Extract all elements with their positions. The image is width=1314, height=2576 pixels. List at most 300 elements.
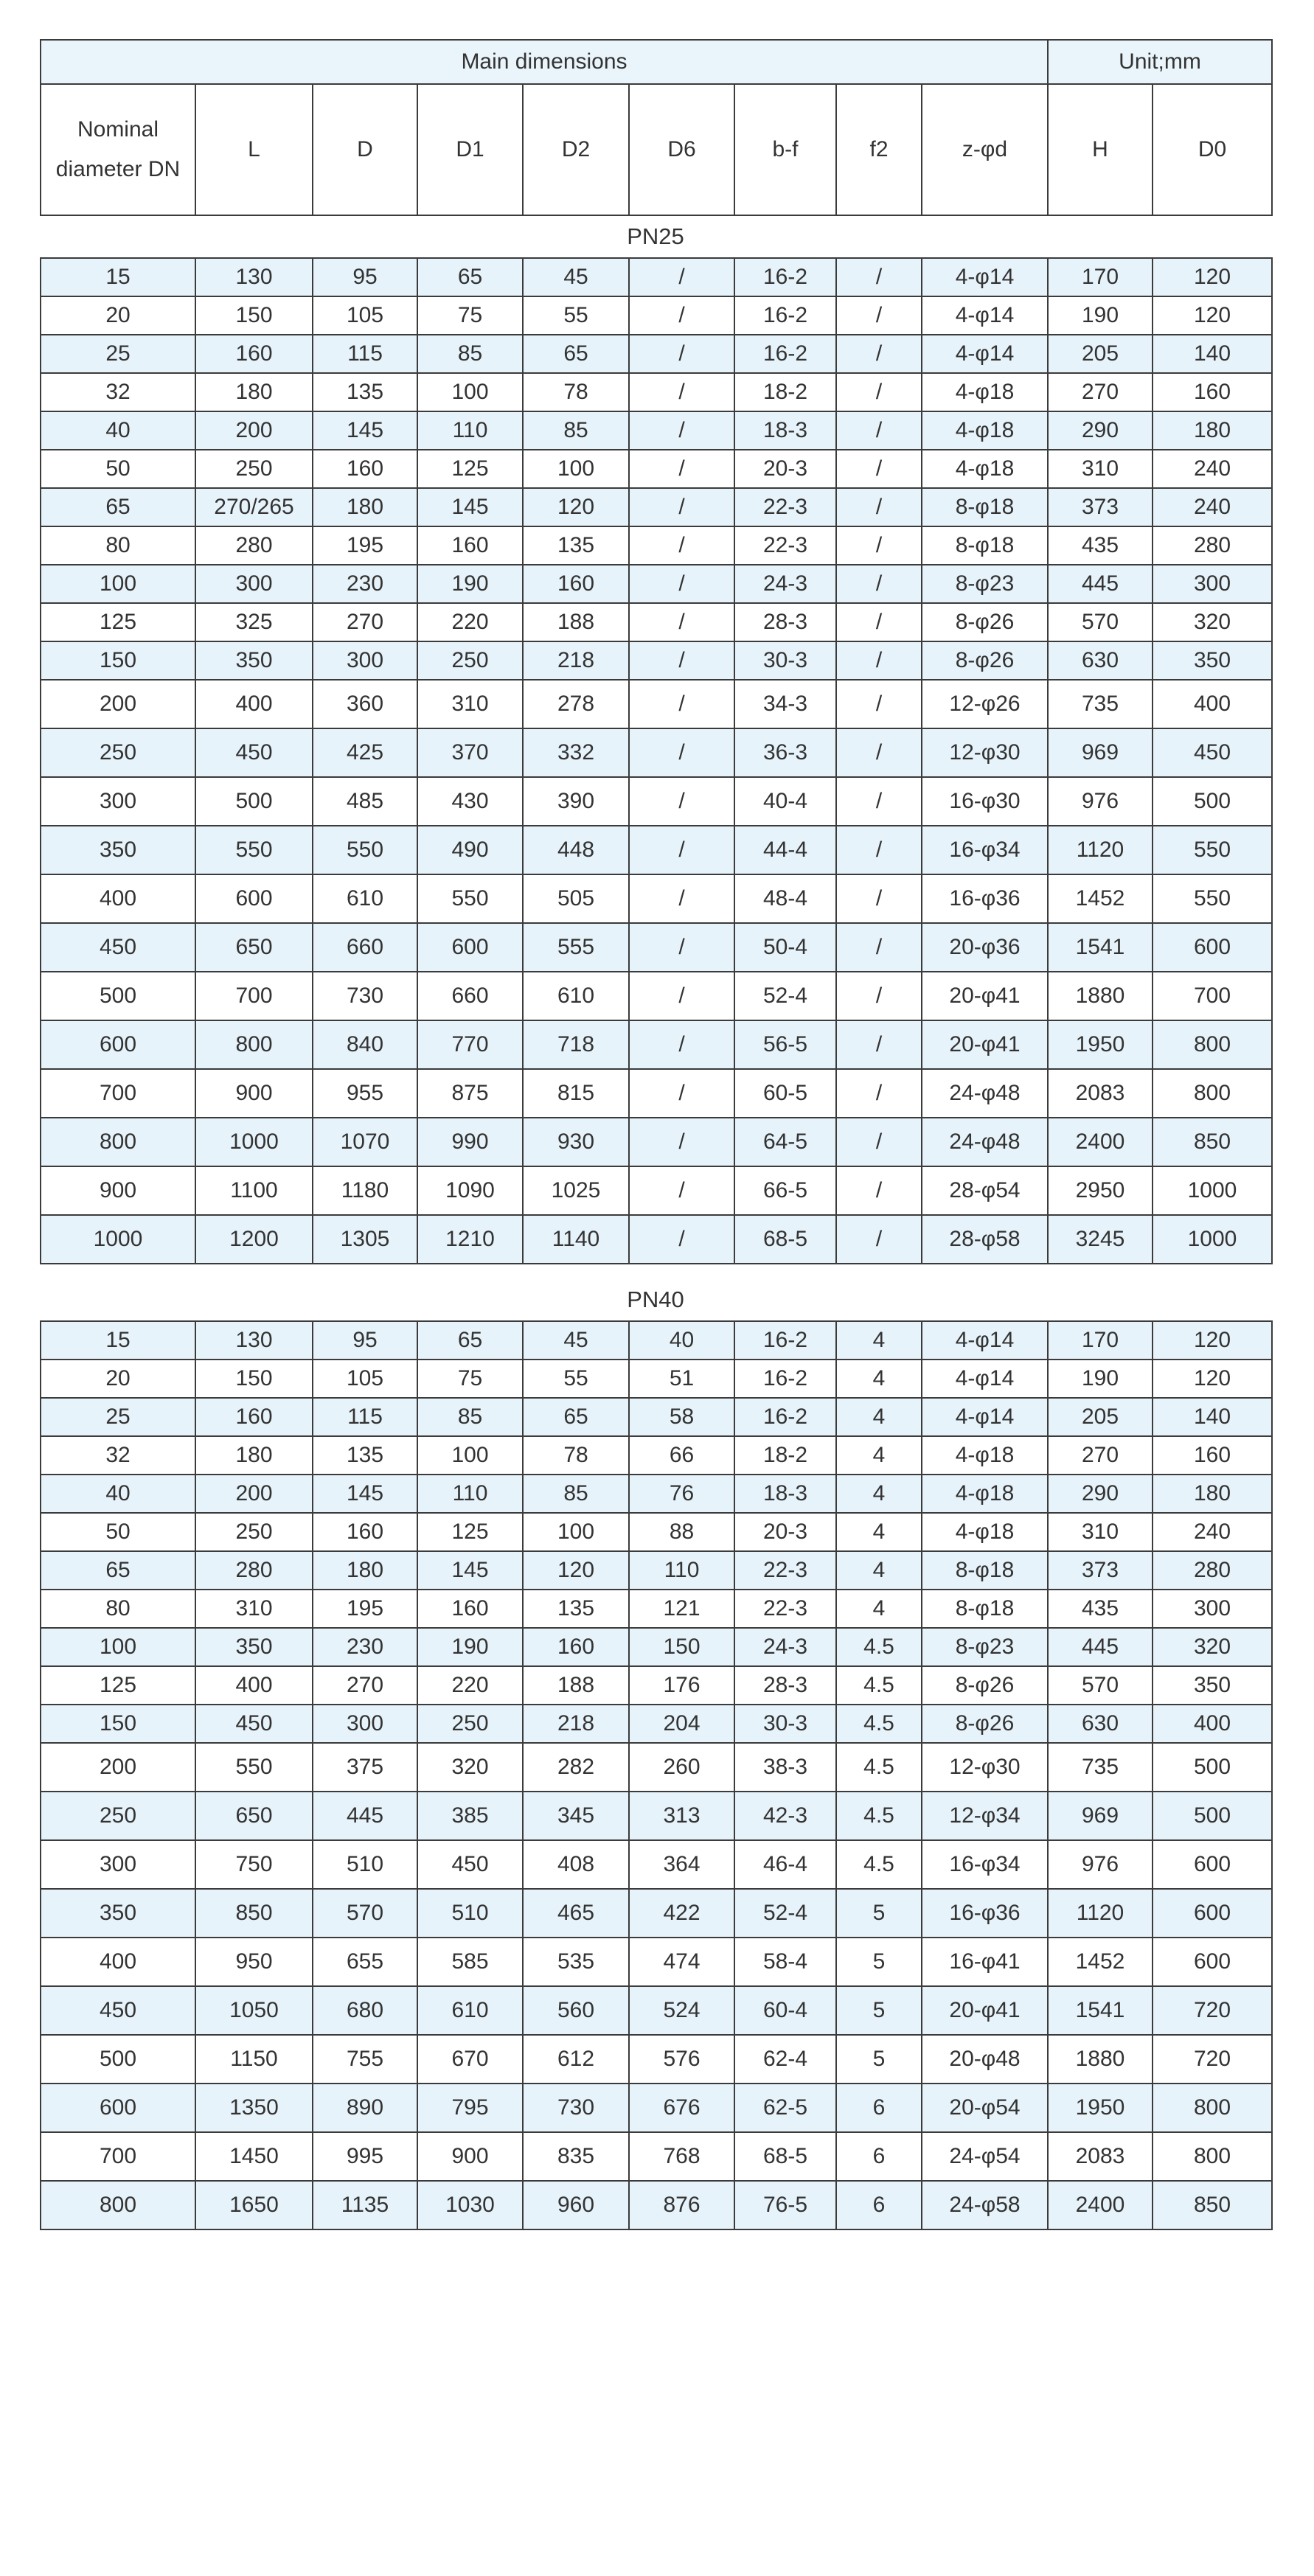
table-cell: 300 [1153,1590,1272,1628]
dn-cell: 300 [41,1840,195,1889]
table-cell: 20-3 [734,450,836,488]
table-cell: / [629,335,734,373]
table-cell: 1880 [1048,972,1153,1020]
table-row [41,1551,1272,1590]
table-cell: 4 [836,1321,922,1360]
table-cell: 190 [417,1628,523,1666]
table-cell: 36-3 [734,728,836,777]
table-cell: 24-φ48 [922,1118,1048,1166]
table-row [41,1398,1272,1436]
table-cell: 55 [523,1360,629,1398]
table-cell: / [836,923,922,972]
table-cell: 976 [1048,1840,1153,1889]
table-cell: / [836,1118,922,1166]
table-cell: 12-φ26 [922,680,1048,728]
table-cell: 310 [195,1590,313,1628]
table-cell: 450 [195,1705,313,1743]
table-cell: 100 [417,373,523,411]
table-cell: 655 [313,1938,417,1986]
table-cell: 1100 [195,1166,313,1215]
dn-cell: 125 [41,1666,195,1705]
table-row [41,2181,1272,2229]
pn25-table [40,257,1273,1264]
table-cell: / [629,411,734,450]
table-cell: 500 [1153,1792,1272,1840]
dn-cell: 500 [41,2035,195,2084]
table-cell: 630 [1048,1705,1153,1743]
table-row [41,1360,1272,1398]
table-cell: 18-2 [734,373,836,411]
table-cell: / [836,680,922,728]
table-cell: 88 [629,1513,734,1551]
table-row [41,603,1272,641]
table-cell: 76-5 [734,2181,836,2229]
table-cell: 1120 [1048,1889,1153,1938]
table-row [41,565,1272,603]
table-cell: 310 [1048,1513,1153,1551]
table-cell: 62-5 [734,2084,836,2132]
table-cell: 500 [195,777,313,826]
table-cell: 2083 [1048,1069,1153,1118]
col-header: L [195,84,313,215]
table-cell: 345 [523,1792,629,1840]
section-label-pn25: PN25 [627,223,684,249]
table-cell: 24-3 [734,565,836,603]
table-cell: 1541 [1048,1986,1153,2035]
table-cell: 68-5 [734,1215,836,1264]
table-cell: 55 [523,296,629,335]
table-row [41,335,1272,373]
table-cell: 3245 [1048,1215,1153,1264]
table-cell: 45 [523,1321,629,1360]
table-cell: / [629,923,734,972]
table-cell: 24-φ54 [922,2132,1048,2181]
table-cell: 51 [629,1360,734,1398]
table-cell: 1305 [313,1215,417,1264]
table-cell: 180 [1153,411,1272,450]
table-cell: 195 [313,526,417,565]
table-cell: 20-φ41 [922,1020,1048,1069]
dn-cell: 65 [41,1551,195,1590]
table-cell: 876 [629,2181,734,2229]
table-cell: / [836,411,922,450]
table-cell: 1070 [313,1118,417,1166]
table-cell: 4-φ18 [922,373,1048,411]
col-header: f2 [836,84,922,215]
table-cell: 95 [313,1321,417,1360]
table-cell: 160 [195,1398,313,1436]
table-cell: 890 [313,2084,417,2132]
table-cell: 8-φ18 [922,488,1048,526]
table-cell: 160 [417,526,523,565]
table-cell: 4-φ14 [922,1360,1048,1398]
col-header: D1 [417,84,523,215]
table-cell: 8-φ26 [922,603,1048,641]
table-cell: 4-φ18 [922,1436,1048,1475]
table-cell: 190 [417,565,523,603]
table-cell: / [836,488,922,526]
dimension-table-header [40,39,1273,216]
table-cell: 612 [523,2035,629,2084]
dn-cell: 500 [41,972,195,1020]
table-cell: 150 [195,1360,313,1398]
table-cell: 135 [523,526,629,565]
table-cell: 400 [195,680,313,728]
table-row [41,1986,1272,2035]
table-cell: 270/265 [195,488,313,526]
table-cell: 8-φ23 [922,1628,1048,1666]
table-cell: 4-φ18 [922,1513,1048,1551]
table-cell: 115 [313,1398,417,1436]
table-cell: 28-3 [734,603,836,641]
table-cell: 20-φ41 [922,972,1048,1020]
table-cell: / [629,874,734,923]
table-row [41,1590,1272,1628]
table-cell: / [629,641,734,680]
table-cell: 85 [417,1398,523,1436]
table-cell: / [836,1020,922,1069]
table-cell: 65 [417,1321,523,1360]
table-cell: 505 [523,874,629,923]
table-cell: 120 [1153,296,1272,335]
table-row [41,1475,1272,1513]
table-cell: 955 [313,1069,417,1118]
table-cell: 990 [417,1118,523,1166]
table-cell: 85 [523,1475,629,1513]
section-label-pn40: PN40 [627,1287,684,1312]
dn-cell: 80 [41,526,195,565]
table-cell: 375 [313,1743,417,1792]
table-row [41,373,1272,411]
table-row [41,1628,1272,1666]
table-cell: 16-2 [734,296,836,335]
table-cell: 85 [417,335,523,373]
table-cell: 310 [417,680,523,728]
table-cell: 16-φ34 [922,826,1048,874]
table-cell: 8-φ18 [922,1590,1048,1628]
table-cell: 1880 [1048,2035,1153,2084]
table-cell: 120 [1153,258,1272,296]
table-cell: 65 [523,335,629,373]
dn-cell: 125 [41,603,195,641]
table-cell: 200 [195,411,313,450]
table-cell: 290 [1048,411,1153,450]
table-cell: 135 [313,373,417,411]
table-cell: / [836,777,922,826]
table-cell: 78 [523,373,629,411]
table-cell: 1950 [1048,2084,1153,2132]
table-cell: 8-φ26 [922,641,1048,680]
table-cell: 680 [313,1986,417,2035]
table-cell: 300 [195,565,313,603]
table-cell: 250 [417,1705,523,1743]
table-cell: 300 [313,641,417,680]
table-cell: 140 [1153,335,1272,373]
table-cell: 800 [195,1020,313,1069]
table-cell: 2400 [1048,1118,1153,1166]
table-row [41,972,1272,1020]
table-cell: 110 [417,411,523,450]
table-cell: 570 [1048,1666,1153,1705]
table-cell: 50-4 [734,923,836,972]
table-cell: 4 [836,1436,922,1475]
table-cell: 205 [1048,1398,1153,1436]
dn-cell: 100 [41,1628,195,1666]
table-cell: 995 [313,2132,417,2181]
table-cell: 2400 [1048,2181,1153,2229]
table-cell: / [629,680,734,728]
table-cell: / [629,1166,734,1215]
table-cell: 390 [523,777,629,826]
table-cell: 795 [417,2084,523,2132]
table-cell: 160 [523,565,629,603]
table-cell: / [836,874,922,923]
table-cell: 585 [417,1938,523,1986]
table-row [41,450,1272,488]
table-cell: 18-3 [734,411,836,450]
table-row [41,1215,1272,1264]
table-cell: 188 [523,1666,629,1705]
table-cell: 800 [1153,1020,1272,1069]
table-cell: 78 [523,1436,629,1475]
table-cell: 400 [1153,680,1272,728]
table-cell: 350 [195,641,313,680]
table-cell: 121 [629,1590,734,1628]
table-cell: 400 [1153,1705,1272,1743]
table-cell: 38-3 [734,1743,836,1792]
table-cell: 4.5 [836,1628,922,1666]
dn-cell: 50 [41,1513,195,1551]
table-cell: 1180 [313,1166,417,1215]
table-cell: 188 [523,603,629,641]
table-cell: 28-3 [734,1666,836,1705]
table-row [41,2084,1272,2132]
table-title: Main dimensions [41,40,1048,84]
table-cell: / [629,603,734,641]
table-cell: 350 [1153,641,1272,680]
table-cell: 64-5 [734,1118,836,1166]
table-cell: 145 [417,1551,523,1590]
table-cell: 4.5 [836,1743,922,1792]
table-cell: 1950 [1048,1020,1153,1069]
dn-cell: 40 [41,1475,195,1513]
table-cell: 4-φ14 [922,335,1048,373]
table-cell: 900 [417,2132,523,2181]
dn-cell: 200 [41,680,195,728]
table-cell: 6 [836,2084,922,2132]
table-cell: 4-φ14 [922,296,1048,335]
table-cell: 450 [195,728,313,777]
table-cell: 8-φ26 [922,1666,1048,1705]
table-cell: 320 [1153,1628,1272,1666]
table-cell: 260 [629,1743,734,1792]
table-cell: 435 [1048,1590,1153,1628]
table-cell: 800 [1153,1069,1272,1118]
table-row [41,2035,1272,2084]
table-cell: 45 [523,258,629,296]
table-cell: 28-φ54 [922,1166,1048,1215]
table-cell: 408 [523,1840,629,1889]
table-cell: 5 [836,1889,922,1938]
dn-header: Nominal diameter DN [41,84,195,215]
table-cell: 5 [836,1986,922,2035]
table-cell: 24-φ48 [922,1069,1048,1118]
table-cell: 240 [1153,1513,1272,1551]
table-cell: 46-4 [734,1840,836,1889]
table-cell: 700 [195,972,313,1020]
table-cell: / [836,335,922,373]
table-cell: 1541 [1048,923,1153,972]
table-cell: 4.5 [836,1840,922,1889]
table-cell: 125 [417,450,523,488]
table-cell: 160 [1153,1436,1272,1475]
table-cell: 350 [1153,1666,1272,1705]
table-cell: 510 [313,1840,417,1889]
table-cell: 360 [313,680,417,728]
table-cell: 40 [629,1321,734,1360]
table-cell: 465 [523,1889,629,1938]
dn-cell: 800 [41,1118,195,1166]
table-cell: 320 [417,1743,523,1792]
table-cell: 676 [629,2084,734,2132]
table-cell: 100 [417,1436,523,1475]
table-cell: / [629,373,734,411]
table-cell: 650 [195,923,313,972]
table-cell: 325 [195,603,313,641]
table-cell: 180 [313,1551,417,1590]
table-cell: 16-2 [734,258,836,296]
dn-cell: 300 [41,777,195,826]
unit-label: Unit;mm [1048,40,1272,84]
table-cell: 58-4 [734,1938,836,1986]
table-cell: / [629,728,734,777]
table-row [41,1020,1272,1069]
table-cell: 160 [313,450,417,488]
table-cell: 16-φ36 [922,1889,1048,1938]
table-cell: 4-φ18 [922,1475,1048,1513]
table-cell: 20-φ48 [922,2035,1048,2084]
table-cell: 600 [417,923,523,972]
dn-cell: 200 [41,1743,195,1792]
table-cell: 160 [1153,373,1272,411]
table-cell: 840 [313,1020,417,1069]
table-cell: 170 [1048,258,1153,296]
col-header: D2 [523,84,629,215]
col-header: z-φd [922,84,1048,215]
table-row [41,1743,1272,1792]
table-cell: 18-3 [734,1475,836,1513]
table-cell: 115 [313,335,417,373]
table-cell: 100 [523,1513,629,1551]
table-cell: 270 [313,603,417,641]
table-cell: 735 [1048,1743,1153,1792]
table-cell: 145 [417,488,523,526]
table-cell: 370 [417,728,523,777]
table-cell: 1030 [417,2181,523,2229]
table-cell: 22-3 [734,1590,836,1628]
table-cell: 240 [1153,450,1272,488]
table-cell: 700 [1153,972,1272,1020]
table-cell: / [836,728,922,777]
table-cell: 20-φ54 [922,2084,1048,2132]
table-cell: 1210 [417,1215,523,1264]
table-cell: 800 [1153,2132,1272,2181]
table-cell: 576 [629,2035,734,2084]
table-cell: 75 [417,1360,523,1398]
table-cell: 1452 [1048,1938,1153,1986]
dn-cell: 80 [41,1590,195,1628]
table-cell: 200 [195,1475,313,1513]
table-row [41,411,1272,450]
dn-cell: 25 [41,1398,195,1436]
table-cell: 450 [417,1840,523,1889]
table-cell: 445 [313,1792,417,1840]
table-cell: 34-3 [734,680,836,728]
table-cell: 110 [417,1475,523,1513]
table-cell: 4.5 [836,1792,922,1840]
table-cell: 875 [417,1069,523,1118]
table-cell: 230 [313,1628,417,1666]
table-cell: 320 [1153,603,1272,641]
table-cell: 160 [313,1513,417,1551]
table-cell: 425 [313,728,417,777]
table-row [41,258,1272,296]
table-cell: 550 [1153,826,1272,874]
table-cell: 240 [1153,488,1272,526]
table-row [41,1321,1272,1360]
table-row [41,1118,1272,1166]
table-cell: 1050 [195,1986,313,2035]
table-cell: 280 [195,526,313,565]
table-cell: 2083 [1048,2132,1153,2181]
table-cell: / [629,488,734,526]
table-cell: / [629,1118,734,1166]
table-cell: 448 [523,826,629,874]
table-cell: / [629,972,734,1020]
dn-cell: 700 [41,1069,195,1118]
table-cell: 180 [195,1436,313,1475]
table-cell: / [836,641,922,680]
table-cell: 145 [313,1475,417,1513]
table-cell: 195 [313,1590,417,1628]
table-cell: 550 [195,1743,313,1792]
table-cell: 16-φ34 [922,1840,1048,1889]
table-cell: / [629,826,734,874]
table-cell: 1000 [1153,1166,1272,1215]
table-cell: 600 [1153,923,1272,972]
table-cell: 204 [629,1705,734,1743]
dn-cell: 15 [41,1321,195,1360]
table-cell: 1000 [195,1118,313,1166]
table-cell: 4-φ18 [922,450,1048,488]
table-cell: 650 [195,1792,313,1840]
table-row [41,777,1272,826]
table-cell: 66 [629,1436,734,1475]
table-cell: 120 [523,488,629,526]
table-cell: 535 [523,1938,629,1986]
table-cell: 280 [1153,1551,1272,1590]
dn-cell: 15 [41,258,195,296]
dn-cell: 400 [41,874,195,923]
table-cell: 16-2 [734,1398,836,1436]
dn-cell: 65 [41,488,195,526]
table-cell: / [836,565,922,603]
table-cell: 1350 [195,2084,313,2132]
dn-cell: 40 [41,411,195,450]
table-cell: 450 [1153,728,1272,777]
table-cell: 16-2 [734,335,836,373]
table-row [41,2132,1272,2181]
